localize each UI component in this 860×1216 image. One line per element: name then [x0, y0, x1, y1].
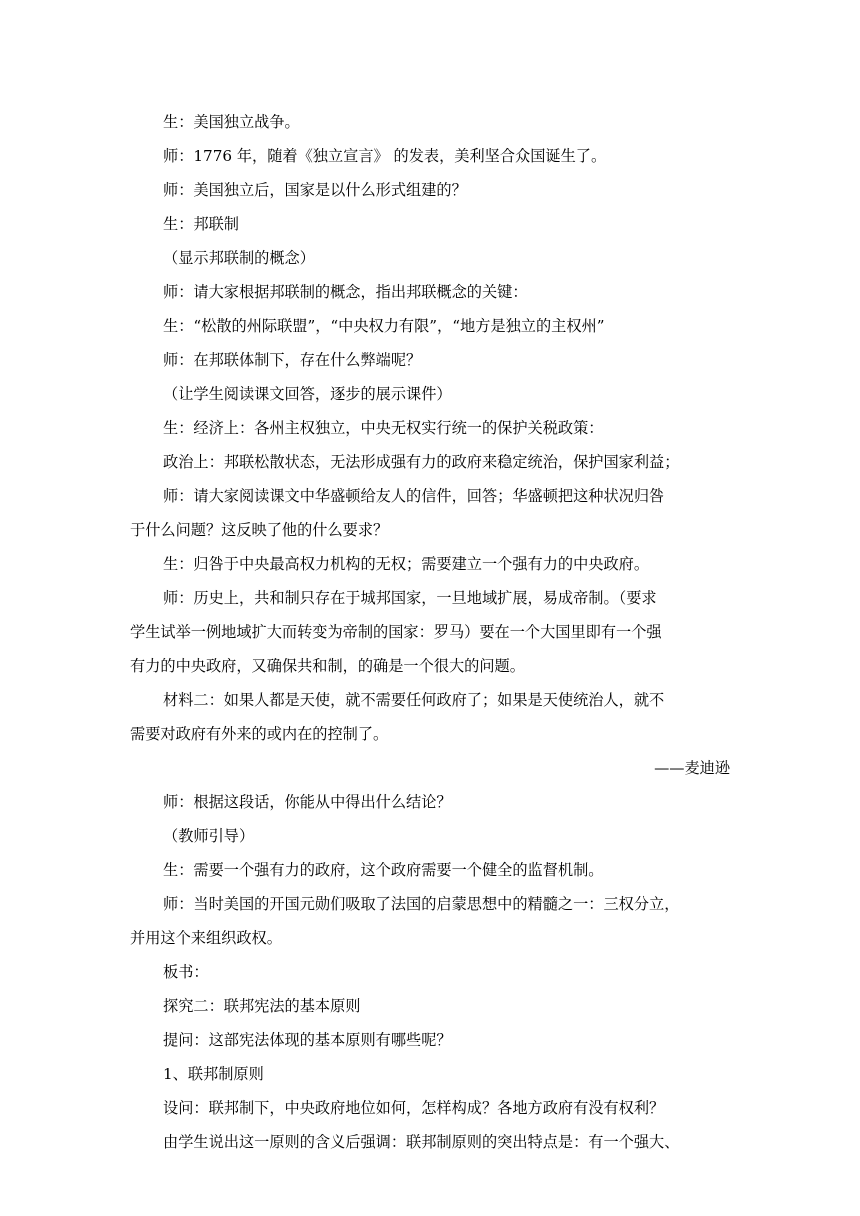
- dialogue-line: 师：根据这段话，你能从中得出什么结论？: [163, 793, 452, 811]
- dialogue-line: 生：经济上：各州主权独立，中央无权实行统一的保护关税政策：: [163, 419, 604, 437]
- dialogue-line: 生：需要一个强有力的政府，这个政府需要一个健全的监督机制。: [163, 861, 604, 879]
- dialogue-line: 生：邦联制: [163, 215, 239, 233]
- question-line: 提问：这部宪法体现的基本原则有哪些呢？: [163, 1031, 452, 1049]
- dialogue-line: 师：请大家阅读课文中华盛顿给友人的信件，回答；华盛顿把这种状况归咎: [163, 487, 665, 505]
- dialogue-line: 生：“松散的州际联盟”，“中央权力有限”，“地方是独立的主权州”: [163, 317, 605, 335]
- quote-material-continued: 需要对政府有外来的或内在的控制了。: [130, 725, 389, 743]
- section-heading: 探究二：联邦宪法的基本原则: [163, 997, 361, 1015]
- dialogue-line-continued: 于什么问题？这反映了他的什么要求？: [130, 521, 389, 539]
- principle-heading: 1、联邦制原则: [163, 1065, 264, 1083]
- dialogue-line: 师：历史上，共和制只存在于城邦国家，一旦地域扩展，易成帝制。（要求: [163, 589, 657, 607]
- quote-attribution: ——麦迪逊: [654, 759, 730, 777]
- dialogue-line: 生：归咎于中央最高权力机构的无权；需要建立一个强有力的中央政府。: [163, 555, 649, 573]
- stage-direction: （教师引导）: [163, 827, 255, 845]
- quote-material: 材料二：如果人都是天使，就不需要任何政府了；如果是天使统治人，就不: [163, 691, 665, 709]
- stage-direction: （显示邦联制的概念）: [163, 249, 315, 267]
- dialogue-line: 生：美国独立战争。: [163, 113, 300, 131]
- dialogue-line: 师：当时美国的开国元勋们吸取了法国的启蒙思想中的精髓之一：三权分立，: [163, 895, 680, 913]
- dialogue-line-continued: 学生试举一例地域扩大而转变为帝制的国家：罗马）要在一个大国里即有一个强: [130, 623, 662, 641]
- dialogue-line: 政治上：邦联松散状态，无法形成强有力的政府来稳定统治，保护国家利益；: [163, 453, 680, 471]
- dialogue-line-continued: 并用这个来组织政权。: [130, 929, 282, 947]
- stage-direction: （让学生阅读课文回答，逐步的展示课件）: [163, 385, 452, 403]
- board-note: 板书：: [163, 963, 209, 981]
- dialogue-line-continued: 有力的中央政府，又确保共和制，的确是一个很大的问题。: [130, 657, 525, 675]
- explanation-line: 由学生说出这一原则的含义后强调：联邦制原则的突出特点是：有一个强大、: [163, 1133, 680, 1151]
- question-line: 设问：联邦制下，中央政府地位如何，怎样构成？各地方政府有没有权利？: [163, 1099, 665, 1117]
- dialogue-line: 师：美国独立后，国家是以什么形式组建的？: [163, 181, 467, 199]
- dialogue-line: 师：在邦联体制下，存在什么弊端呢？: [163, 351, 422, 369]
- dialogue-line: 师：请大家根据邦联制的概念，指出邦联概念的关键：: [163, 283, 528, 301]
- dialogue-line: 师：1776 年，随着《独立宣言》 的发表，美利坚合众国诞生了。: [163, 147, 607, 165]
